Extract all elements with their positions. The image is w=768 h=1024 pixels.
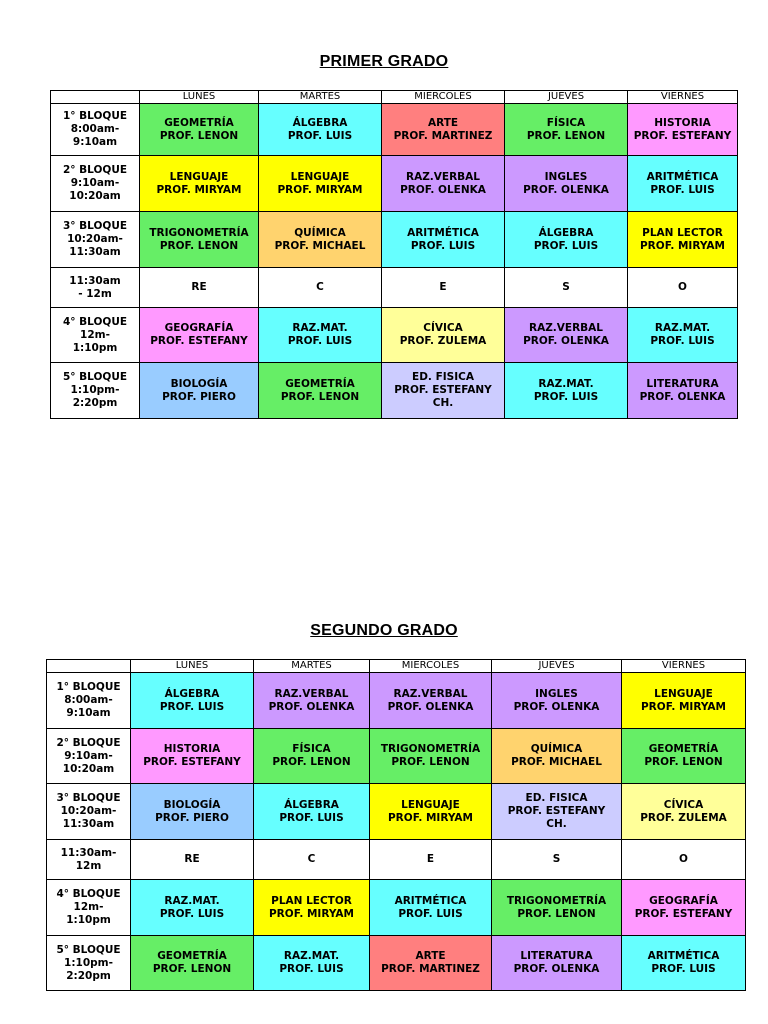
class-cell xyxy=(131,936,254,991)
time-slot-line: 9:10am- xyxy=(70,177,120,189)
recess-row xyxy=(51,268,738,308)
class-cell xyxy=(628,212,738,268)
subject-name: QUÍMICA xyxy=(294,226,346,239)
class-cell xyxy=(370,880,492,936)
class-cell xyxy=(382,156,505,212)
time-slot-line: 10:20am- xyxy=(67,233,123,245)
subject-name: GEOGRAFÍA xyxy=(649,894,718,907)
block-row xyxy=(47,729,746,784)
time-slot-line: 10:20am xyxy=(62,762,115,775)
class-cell xyxy=(505,308,628,363)
time-slot-line: 11:30am- xyxy=(60,846,117,859)
teacher-name: PROF. OLENKA xyxy=(387,700,474,713)
day-header: JUEVES xyxy=(492,660,622,673)
class-cell xyxy=(131,880,254,936)
class-cell xyxy=(622,784,746,840)
time-slot-cell xyxy=(47,880,131,936)
time-slot-cell xyxy=(47,784,131,840)
subject-name: RAZ.MAT. xyxy=(538,377,594,390)
teacher-name: PROF. LENON xyxy=(152,963,232,975)
teacher-name: PROF. LUIS xyxy=(287,129,353,142)
schedule-title-segundo-grado: SEGUNDO GRADO xyxy=(310,622,458,639)
teacher-name: PROF. MIRYAM xyxy=(639,239,726,252)
class-cell xyxy=(492,729,622,784)
day-header: MARTES xyxy=(254,660,370,673)
teacher-name: PROF. MIRYAM xyxy=(268,907,355,920)
subject-name: HISTORIA xyxy=(654,116,711,129)
subject-name: LENGUAJE xyxy=(654,687,713,700)
time-slot-cell xyxy=(51,308,140,363)
time-slot-line: 11:30am xyxy=(62,818,115,830)
class-cell xyxy=(254,729,370,784)
subject-name: FÍSICA xyxy=(546,116,586,129)
teacher-name: PROF. MARTINEZ xyxy=(381,963,480,975)
recess-letter: S xyxy=(562,281,570,293)
teacher-name: PROF. MIRYAM xyxy=(277,183,363,196)
class-cell xyxy=(628,104,738,156)
teacher-name: PROF. OLENKA xyxy=(268,700,355,713)
teacher-name: PROF. MIRYAM xyxy=(156,183,242,196)
subject-name: LENGUAJE xyxy=(169,170,229,183)
teacher-name: PROF. LENON xyxy=(159,239,239,252)
subject-name: ARITMÉTICA xyxy=(646,170,719,183)
time-slot-line: 10:20am xyxy=(69,190,121,202)
subject-name: PLAN LECTOR xyxy=(271,894,352,907)
time-slot-cell xyxy=(51,363,140,419)
class-cell xyxy=(131,729,254,784)
subject-name: QUÍMICA xyxy=(530,743,583,755)
teacher-name: PROF. LUIS xyxy=(651,963,716,975)
class-cell xyxy=(370,936,492,991)
recess-cell xyxy=(370,840,492,880)
recess-letter: C xyxy=(316,281,324,293)
teacher-name: PROF. OLENKA xyxy=(513,700,600,713)
teacher-name: PROF. OLENKA xyxy=(523,335,609,347)
class-cell xyxy=(622,880,746,936)
class-cell xyxy=(622,936,746,991)
block-row xyxy=(51,212,738,268)
block-row xyxy=(51,104,738,156)
time-slot-cell xyxy=(51,212,140,268)
time-slot-line: 5° BLOQUE xyxy=(56,943,121,956)
teacher-name: PROF. OLENKA xyxy=(400,183,486,196)
recess-letter: O xyxy=(679,853,688,865)
teacher-name: PROF. LENON xyxy=(272,756,351,768)
subject-name: LENGUAJE xyxy=(401,798,460,811)
day-header: LUNES xyxy=(140,91,259,104)
subject-name: ÁLGEBRA xyxy=(538,226,594,239)
teacher-name: PROF. LUIS xyxy=(533,390,599,403)
recess-letter: RE xyxy=(184,853,200,865)
time-slot-line: 3° BLOQUE xyxy=(56,792,121,804)
time-slot-cell xyxy=(51,268,140,308)
time-slot-line: 5° BLOQUE xyxy=(62,371,128,383)
teacher-name: PROF. ESTEFANY xyxy=(143,756,241,768)
recess-letter: RE xyxy=(191,281,207,293)
subject-name: ÁLGEBRA xyxy=(292,116,348,129)
time-slot-cell xyxy=(51,104,140,156)
subject-name: CÍVICA xyxy=(663,798,704,811)
teacher-name: PROF. OLENKA xyxy=(523,183,609,196)
teacher-name: PROF. ESTEFANY xyxy=(633,129,732,142)
day-header: MIERCOLES xyxy=(370,660,492,673)
teacher-name: PROF. LUIS xyxy=(279,963,344,975)
class-cell xyxy=(505,104,628,156)
time-slot-line: 11:30am xyxy=(69,246,121,258)
subject-name: ARITMÉTICA xyxy=(647,950,720,962)
class-cell xyxy=(259,363,382,419)
class-cell xyxy=(254,673,370,729)
time-slot-line: 2:20pm xyxy=(72,397,118,409)
class-cell xyxy=(622,673,746,729)
teacher-name: PROF. ESTEFANY xyxy=(150,335,248,347)
time-slot-line: 2° BLOQUE xyxy=(62,164,128,176)
subject-name: ED. FISICA xyxy=(412,371,474,383)
time-slot-cell xyxy=(47,673,131,729)
block-row xyxy=(51,308,738,363)
time-slot-line: 9:10am- xyxy=(64,749,113,762)
time-slot-line: 4° BLOQUE xyxy=(56,888,121,900)
teacher-name: PROF. ZULEMA xyxy=(640,811,727,824)
time-slot-line: - 12m xyxy=(78,287,112,300)
subject-name: INGLES xyxy=(544,170,588,183)
recess-cell xyxy=(628,268,738,308)
subject-name: TRIGONOMETRÍA xyxy=(149,226,249,239)
subject-name: LENGUAJE xyxy=(290,170,350,183)
teacher-name: PROF. ESTEFANY xyxy=(634,907,733,920)
time-slot-line: 1:10pm- xyxy=(64,956,113,969)
subject-name: RAZ.VERBAL xyxy=(393,687,468,700)
subject-name: GEOMETRÍA xyxy=(164,116,234,129)
block-row xyxy=(51,363,738,419)
time-slot-line: 3° BLOQUE xyxy=(62,220,128,232)
corner-cell xyxy=(51,91,140,104)
teacher-name: PROF. MIRYAM xyxy=(387,811,474,824)
time-slot-line: 9:10am xyxy=(66,707,111,719)
subject-name: RAZ.VERBAL xyxy=(528,322,604,334)
class-cell xyxy=(140,308,259,363)
time-slot-line: 12m xyxy=(75,859,102,872)
time-slot-line: 1:10pm xyxy=(66,914,111,926)
teacher-name: PROF. LENON xyxy=(644,756,723,768)
class-cell xyxy=(622,729,746,784)
teacher-name: PROF. PIERO xyxy=(162,390,236,403)
teacher-name: PROF. ESTEFANY xyxy=(507,805,606,817)
class-cell xyxy=(492,784,622,840)
subject-name: FÍSICA xyxy=(292,743,331,755)
class-cell xyxy=(505,156,628,212)
subject-name: GEOMETRÍA xyxy=(648,743,719,755)
class-cell xyxy=(254,784,370,840)
class-cell xyxy=(131,784,254,840)
subject-name: ED. FISICA xyxy=(525,792,588,804)
recess-cell xyxy=(259,268,382,308)
class-cell xyxy=(370,729,492,784)
subject-name: ÁLGEBRA xyxy=(164,687,220,700)
class-cell xyxy=(492,673,622,729)
time-slot-cell xyxy=(47,840,131,880)
time-slot-line: 2° BLOQUE xyxy=(56,736,121,749)
block-row xyxy=(51,156,738,212)
recess-letter: S xyxy=(552,853,561,865)
recess-letter: C xyxy=(307,853,316,865)
recess-row xyxy=(47,840,746,880)
class-cell xyxy=(140,104,259,156)
time-slot-line: 1° BLOQUE xyxy=(62,110,128,122)
time-slot-line: 1° BLOQUE xyxy=(56,681,121,693)
teacher-name: PROF. LENON xyxy=(517,907,596,920)
time-slot-line: 2:20pm xyxy=(66,969,111,982)
class-cell xyxy=(628,308,738,363)
time-slot-line: 8:00am- xyxy=(70,123,120,135)
recess-cell xyxy=(131,840,254,880)
teacher-name: PROF. MICHAEL xyxy=(274,239,366,252)
class-cell xyxy=(140,363,259,419)
subject-name: ARITMÉTICA xyxy=(407,226,479,239)
day-header: LUNES xyxy=(131,660,254,673)
class-cell xyxy=(259,212,382,268)
day-header: VIERNES xyxy=(628,91,738,104)
teacher-name: PROF. PIERO xyxy=(155,811,229,824)
block-row xyxy=(47,936,746,991)
class-cell xyxy=(382,104,505,156)
subject-name: ARITMÉTICA xyxy=(394,894,467,907)
day-header: JUEVES xyxy=(505,91,628,104)
class-cell xyxy=(382,363,505,419)
recess-cell xyxy=(254,840,370,880)
time-slot-line: 1:10pm- xyxy=(70,384,120,396)
class-cell xyxy=(140,156,259,212)
subject-name: PLAN LECTOR xyxy=(642,226,723,239)
teacher-name: PROF. OLENKA xyxy=(513,963,600,975)
subject-name: GEOMETRÍA xyxy=(285,377,355,390)
subject-name: BIOLOGÍA xyxy=(170,377,228,390)
subject-name: ARTE xyxy=(427,116,459,129)
block-row xyxy=(47,673,746,729)
time-slot-line: 9:10am xyxy=(72,136,118,148)
subject-name: LITERATURA xyxy=(646,377,719,390)
subject-name: RAZ.MAT. xyxy=(164,894,220,907)
teacher-name: PROF. OLENKA xyxy=(639,390,726,403)
subject-name: BIOLOGÍA xyxy=(163,798,221,811)
recess-cell xyxy=(382,268,505,308)
teacher-name: PROF. LUIS xyxy=(650,183,715,196)
time-slot-line: 10:20am- xyxy=(60,805,117,817)
teacher-name: PROF. LUIS xyxy=(533,239,599,252)
class-cell xyxy=(505,212,628,268)
subject-name: TRIGONOMETRÍA xyxy=(380,743,481,755)
time-slot-line: 11:30am xyxy=(69,274,121,287)
class-cell xyxy=(259,156,382,212)
time-slot-cell xyxy=(47,936,131,991)
class-cell xyxy=(140,212,259,268)
time-slot-cell xyxy=(47,729,131,784)
recess-letter: E xyxy=(426,853,435,865)
schedule-table-primer-grado xyxy=(50,90,738,419)
subject-name: ARTE xyxy=(415,950,446,962)
teacher-name: PROF. LENON xyxy=(280,390,360,403)
subject-name: CÍVICA xyxy=(423,322,463,334)
class-cell xyxy=(370,784,492,840)
class-cell xyxy=(492,936,622,991)
header-row xyxy=(51,91,738,104)
recess-cell xyxy=(140,268,259,308)
time-slot-line: 12m- xyxy=(80,328,110,341)
subject-name: RAZ.MAT. xyxy=(654,322,711,334)
recess-letter: E xyxy=(439,281,447,293)
header-row xyxy=(47,660,746,673)
class-cell xyxy=(382,212,505,268)
block-row xyxy=(47,880,746,936)
schedule-table-segundo-grado xyxy=(46,659,746,991)
teacher-name: PROF. LENON xyxy=(159,129,239,142)
teacher-name: PROF. LUIS xyxy=(650,335,715,347)
class-cell xyxy=(254,880,370,936)
teacher-name: PROF. LUIS xyxy=(159,907,225,920)
class-cell xyxy=(131,673,254,729)
subject-name: INGLES xyxy=(535,687,578,700)
class-cell xyxy=(370,673,492,729)
class-cell xyxy=(505,363,628,419)
subject-name: RAZ.VERBAL xyxy=(274,687,349,700)
teacher-name: PROF. ZULEMA xyxy=(399,335,487,347)
teacher-name: PROF. MIRYAM xyxy=(640,700,727,713)
teacher-name: PROF. LUIS xyxy=(279,811,344,824)
time-slot-line: 4° BLOQUE xyxy=(62,315,128,328)
day-header: MARTES xyxy=(259,91,382,104)
recess-letter: O xyxy=(678,281,687,293)
teacher-name: CH. xyxy=(546,818,567,830)
day-header: MIERCOLES xyxy=(382,91,505,104)
teacher-name: PROF. LUIS xyxy=(159,700,225,713)
teacher-name: PROF. MICHAEL xyxy=(511,756,602,768)
time-slot-line: 1:10pm xyxy=(72,341,118,354)
subject-name: RAZ.MAT. xyxy=(283,950,340,962)
teacher-name: PROF. LUIS xyxy=(410,239,476,252)
subject-name: LITERATURA xyxy=(520,950,593,962)
teacher-name: PROF. LENON xyxy=(391,756,470,768)
subject-name: RAZ.VERBAL xyxy=(405,170,481,183)
time-slot-line: 12m- xyxy=(73,901,104,913)
class-cell xyxy=(382,308,505,363)
teacher-name: PROF. ESTEFANY xyxy=(394,384,492,396)
class-cell xyxy=(492,880,622,936)
subject-name: TRIGONOMETRÍA xyxy=(506,894,607,907)
time-slot-line: 8:00am- xyxy=(64,694,113,706)
teacher-name: PROF. MARTINEZ xyxy=(393,129,493,142)
class-cell xyxy=(254,936,370,991)
time-slot-cell xyxy=(51,156,140,212)
subject-name: GEOMETRÍA xyxy=(157,950,227,962)
block-row xyxy=(47,784,746,840)
teacher-name: PROF. LUIS xyxy=(398,907,463,920)
class-cell xyxy=(259,308,382,363)
subject-name: RAZ.MAT. xyxy=(292,322,348,334)
class-cell xyxy=(259,104,382,156)
recess-cell xyxy=(505,268,628,308)
schedule-title-primer-grado: PRIMER GRADO xyxy=(319,53,449,70)
day-header: VIERNES xyxy=(622,660,746,673)
class-cell xyxy=(628,363,738,419)
recess-cell xyxy=(622,840,746,880)
teacher-name: CH. xyxy=(432,397,454,409)
recess-cell xyxy=(492,840,622,880)
corner-cell xyxy=(47,660,131,673)
subject-name: ÁLGEBRA xyxy=(284,798,339,811)
subject-name: GEOGRAFÍA xyxy=(164,322,234,334)
teacher-name: PROF. LENON xyxy=(526,129,606,142)
teacher-name: PROF. LUIS xyxy=(287,335,353,347)
class-cell xyxy=(628,156,738,212)
subject-name: HISTORIA xyxy=(163,743,221,755)
